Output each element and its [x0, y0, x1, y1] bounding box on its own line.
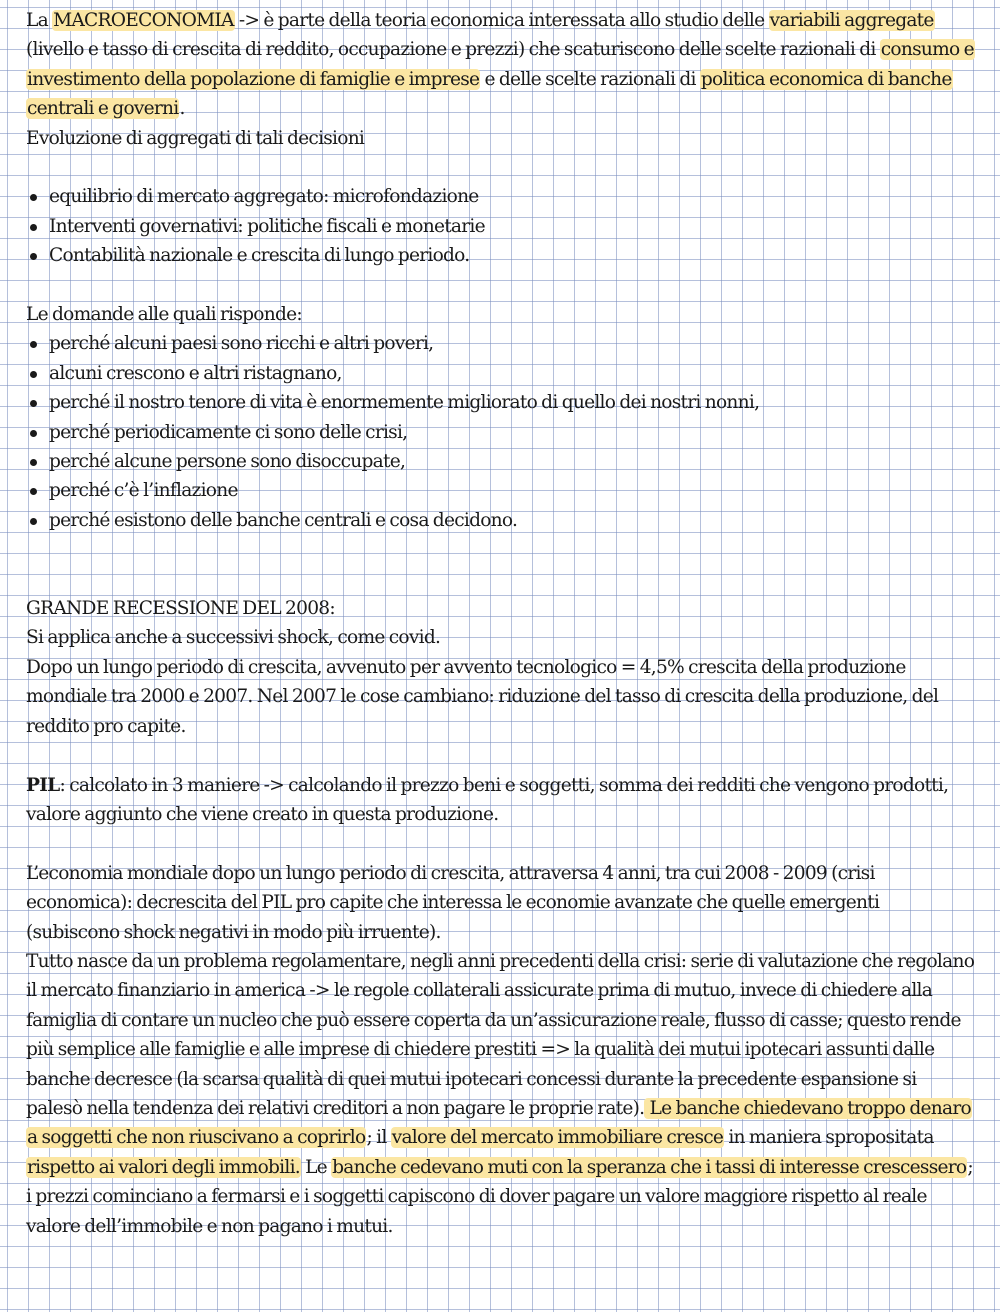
pil-label: PIL [26, 774, 60, 796]
crisis-paragraph [26, 947, 976, 1241]
text-segment: in maniera spropositata [724, 1127, 934, 1149]
bullet-item: perché il nostro tenore di vita è enormemente migliorato di quello dei nostri nonni, [49, 388, 976, 417]
highlighted-text: banche cedevano muti con la speranza che i tassi di interesse crescessero [332, 1156, 967, 1178]
highlighted-text: rispetto ai valori degli immobili. [27, 1156, 300, 1178]
questions-heading: Le domande alle quali risponde: [26, 304, 302, 326]
bullet-item: alcuni crescono e altri ristagnano, [49, 359, 976, 388]
text-segment: La [26, 10, 53, 31]
bullet-item: perché c’è l’inflazione [49, 476, 976, 505]
spacer [26, 829, 976, 858]
highlighted-text: variabili aggregate [769, 10, 934, 31]
text-segment: ; il [366, 1127, 391, 1149]
highlighted-text: politica economica di banche centrali e governi [27, 68, 952, 120]
text-segment: (livello e tasso di crescita di reddito, occupazione e prezzi) che scaturiscono delle scelte razionali di [26, 39, 880, 61]
bullet-item: perché esistono delle banche centrali e cosa decidono. [49, 506, 976, 535]
spacer [26, 153, 976, 182]
highlighted-text: MACROECONOMIA [53, 10, 234, 31]
spacer [26, 271, 976, 300]
bullet-item: perché alcune persone sono disoccupate, [49, 447, 976, 476]
text-segment: Le [300, 1156, 332, 1178]
highlighted-text: Le banche chiedevano troppo denaro a soggetti che non riuscivano a coprirlo [27, 1097, 971, 1149]
bullet-item: Interventi governativi: politiche fiscali e monetarie [49, 212, 976, 241]
recession-paragraph: Dopo un lungo periodo di crescita, avvenuto per avvento tecnologico = 4,5% crescita della produzione mondiale tra 2000 e 2007. Nel 2007 le cose cambiano: riduzione del tasso di crescita della produzione, del reddito pro capite. [26, 656, 939, 737]
bullet-item: Contabilità nazionale e crescita di lungo periodo. [49, 241, 976, 270]
text-segment: Tutto nasce da un problema regolamentare, negli anni precedenti della crisi: serie di valutazione che regolano il mercato finanziario in america -> le regole collaterali assicurate prima di mutuo, invece di chiedere alla famiglia di contare un nucleo che può essere coperta da un’assicurazione reale, flusso di casse; questo rende più semplice alle famiglie e alle imprese di chiedere prestiti => la qualità dei mutui ipotecari assunti dalle banche decresce (la scarsa qualità di quei mutui ipotecari concessi durante la precedente espansione si palesò nella tendenza dei relativi creditori a non pagare le proprie rate). [26, 950, 975, 1119]
pil-paragraph [26, 771, 976, 830]
bullet-item: perché alcuni paesi sono ricchi e altri poveri, [49, 329, 976, 358]
bullet-item: perché periodicamente ci sono delle crisi, [49, 418, 976, 447]
text-segment: -> è parte della teoria economica interessata allo studio delle [234, 10, 769, 31]
recession-heading: GRANDE RECESSIONE DEL 2008: [26, 598, 335, 620]
spacer [26, 741, 976, 770]
intro-paragraph [26, 6, 976, 124]
text-segment: . [179, 98, 185, 120]
highlighted-text: consumo e investimento della popolazione di famiglie e imprese [27, 39, 974, 90]
highlighted-text: valore del mercato immobiliare cresce [391, 1127, 724, 1149]
recession-line: Si applica anche a successivi shock, come covid. [26, 627, 441, 649]
questions-bullet-list [26, 329, 976, 535]
intro-subtitle: Evoluzione di aggregati di tali decisioni [26, 127, 365, 149]
intro-bullet-list [26, 182, 976, 270]
spacer [26, 535, 976, 594]
text-segment: ; i prezzi cominciano a fermarsi e i soggetti capiscono di dover pagare un valore maggiore rispetto al reale valore dell’immobile e non pagano i mutui. [26, 1156, 973, 1237]
bullet-item: equilibrio di mercato aggregato: microfondazione [49, 182, 976, 211]
pil-text: : calcolato in 3 maniere -> calcolando il prezzo beni e soggetti, somma dei redditi che vengono prodotti, valore aggiunto che viene creato in questa produzione. [26, 774, 949, 825]
economy-paragraph: L’economia mondiale dopo un lungo periodo di crescita, attraversa 4 anni, tra cui 2008 - 2009 (crisi economica): decrescita del PIL pro capite che interessa le economie avanzate che quelle emergenti (subiscono shock negativi in modo più irruente). [26, 862, 880, 943]
text-segment: e delle scelte razionali di [480, 68, 700, 90]
